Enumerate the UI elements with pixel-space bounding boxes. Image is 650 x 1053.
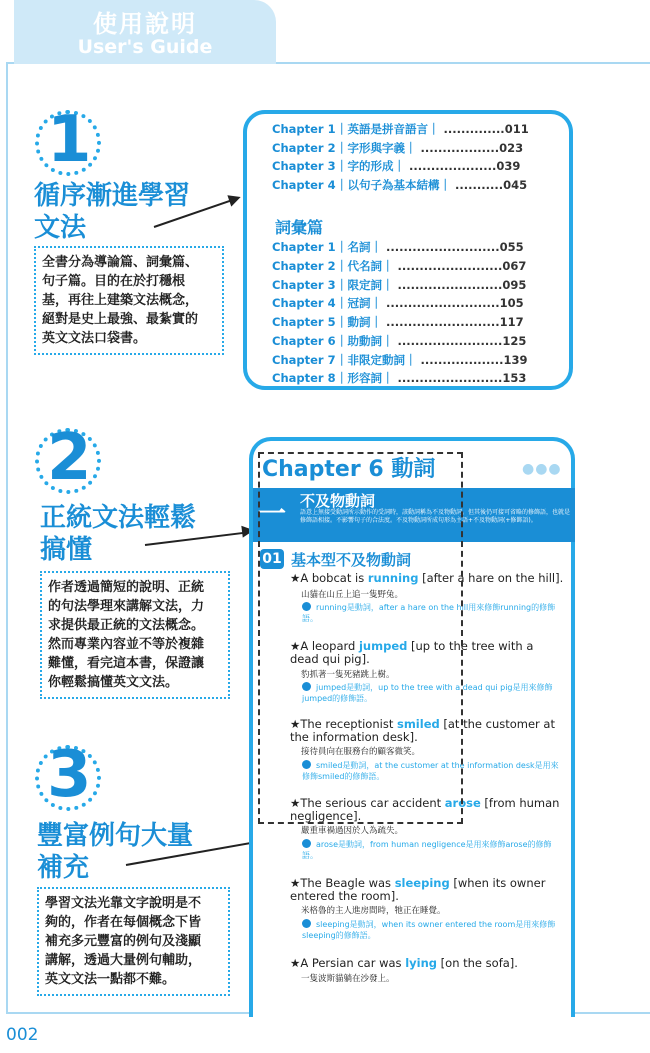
desc-line: 學習文法光靠文字說明是不 — [45, 896, 202, 911]
toc-vocab-row: Chapter 1｜名詞｜ ..........................055 — [272, 240, 524, 254]
desc-line: 你輕鬆搞懂英文文法。 — [48, 675, 179, 690]
page-number: 002 — [6, 1025, 39, 1045]
section-2-number: 2 — [47, 421, 92, 495]
example-note: running是動詞，after a hare on the hill用來修飾running的修飾語。 — [302, 603, 556, 623]
band-mark: 一 — [258, 497, 287, 530]
header-title: 使用說明 — [93, 10, 197, 38]
subsection-title: 基本型不及物動詞 — [291, 551, 412, 569]
example-sentence: ★The Beagle was sleeping [when its owner entered the room]. — [290, 876, 546, 903]
desc-line: 講解，透過大量例句輔助， — [45, 953, 202, 968]
info-dot-icon — [302, 919, 311, 928]
example-note: sleeping是動詞，when its owner entered the room是用來修飾sleeping的修飾語。 — [302, 920, 556, 940]
example-translation: 嚴重車禍過因於人為疏失。 — [301, 826, 404, 836]
section-1-number: 1 — [47, 103, 92, 177]
desc-line: 夠的，作者在每個概念下皆 — [45, 915, 202, 930]
example-translation: 米格魯的主人進房間時，牠正在睡覺。 — [301, 906, 446, 916]
toc-vocab-row: Chapter 3｜限定詞｜ ........................095 — [272, 278, 527, 292]
band-description: 語意上無接受動詞所示動作的受詞時，該動詞稱為不及物動詞。但其後仍可接可省略的修飾語，也就是修飾語相接。不影響句子的合法度。不及物動詞所成句形為主語+不及物動詞(+修飾語)。 — [300, 509, 571, 524]
example-translation: 山貓在山丘上追一隻野兔。 — [301, 590, 404, 600]
desc-line: 基，再往上建築文法概念， — [42, 293, 199, 308]
sample-chapter-title: Chapter 6 動詞 — [262, 457, 436, 482]
header-subtitle: User's Guide — [77, 36, 213, 58]
desc-line: 難懂，看完這本書，保證讓 — [48, 656, 205, 671]
toc-vocab-row: Chapter 7｜非限定動詞｜ ...................139 — [272, 353, 528, 367]
section-2-description — [40, 571, 230, 699]
section-3-description — [37, 887, 230, 996]
section-3-title-line2: 補充 — [37, 853, 90, 883]
toc-vocab-row: Chapter 4｜冠詞｜ ..........................105 — [272, 296, 524, 310]
desc-line: 英文文法一點都不難。 — [45, 972, 176, 987]
desc-line: 然而專業內容並不等於複雜 — [48, 637, 205, 652]
desc-line: 絕對是史上最強、最紮實的 — [42, 312, 199, 327]
toc-vocab-row: Chapter 6｜助動詞｜ ........................125 — [272, 334, 527, 348]
example-sentence: ★The serious car accident arose [from human negligence]. — [290, 796, 560, 823]
desc-line: 作者透過簡短的說明、正統 — [48, 580, 205, 595]
info-dot-icon — [302, 839, 311, 848]
example-translation: 接待員向在服務台的顧客微笑。 — [301, 747, 421, 757]
subsection-number: 01 — [260, 549, 284, 569]
toc-intro-row: Chapter 2｜字形與字義｜ ..................023 — [272, 141, 524, 155]
example-sentence: ★A leopard jumped [up to the tree with a dead qui pig]. — [290, 639, 534, 666]
desc-line: 補充多元豐富的例句及淺顯 — [45, 934, 202, 949]
section-3-number: 3 — [47, 738, 92, 812]
section-3-title-line1: 豐富例句大量 — [37, 821, 194, 851]
example-translation: 一隻波斯貓躺在沙發上。 — [301, 974, 395, 984]
example-sentence: ★A bobcat is running [after a hare on the hill]. — [290, 571, 564, 585]
desc-line: 句子篇。目的在於打穩根 — [42, 274, 186, 289]
desc-line: 的句法學理來講解文法，力 — [48, 599, 205, 614]
example-note: jumped是動詞，up to the tree with a dead qui pig是用來修飾jumped的修飾語。 — [302, 683, 553, 703]
page-dots-indicator: ●●● — [522, 461, 562, 477]
example-sentence: ★A Persian car was lying [on the sofa]. — [290, 956, 518, 970]
band-title: 不及物動詞 — [300, 492, 376, 510]
section-2-title-line2: 搞懂 — [40, 535, 93, 565]
example-note: smiled是動詞，at the customer at the information desk是用來修飾smiled的修飾語。 — [302, 761, 559, 781]
example-sentence: ★The receptionist smiled [at the customer at the information desk]. — [290, 717, 555, 744]
example-translation: 豹抓著一隻死豬跳上樹。 — [301, 670, 395, 680]
section-1-description — [34, 246, 224, 355]
toc-vocab-row: Chapter 2｜代名詞｜ ........................067 — [272, 259, 527, 273]
example-note: arose是動詞，from human negligence是用來修飾arose的修飾語。 — [302, 840, 552, 860]
toc-vocab-row: Chapter 8｜形容詞｜ ........................153 — [272, 371, 527, 385]
toc-vocab-heading: 詞彙篇 — [275, 218, 324, 237]
toc-vocab-row: Chapter 5｜動詞｜ ..........................117 — [272, 315, 524, 329]
toc-intro-row: Chapter 3｜字的形成｜ ....................039 — [272, 159, 521, 173]
toc-intro-row: Chapter 4｜以句子為基本結構｜ ...........045 — [272, 178, 528, 192]
desc-line: 英文文法口袋書。 — [42, 331, 147, 346]
dashed-highlight-frame — [258, 452, 463, 824]
section-2-title-line1: 正統文法輕鬆 — [40, 503, 197, 533]
toc-intro-row: Chapter 1｜英語是拼音語言｜ ..............011 — [272, 122, 529, 136]
header-rule — [276, 62, 650, 64]
desc-line: 全書分為導論篇、詞彙篇、 — [42, 255, 199, 270]
desc-line: 求提供最正統的文法概念。 — [48, 618, 205, 633]
section-1-title-line1: 循序漸進學習 — [34, 181, 191, 211]
section-1-title-line2: 文法 — [34, 213, 87, 243]
